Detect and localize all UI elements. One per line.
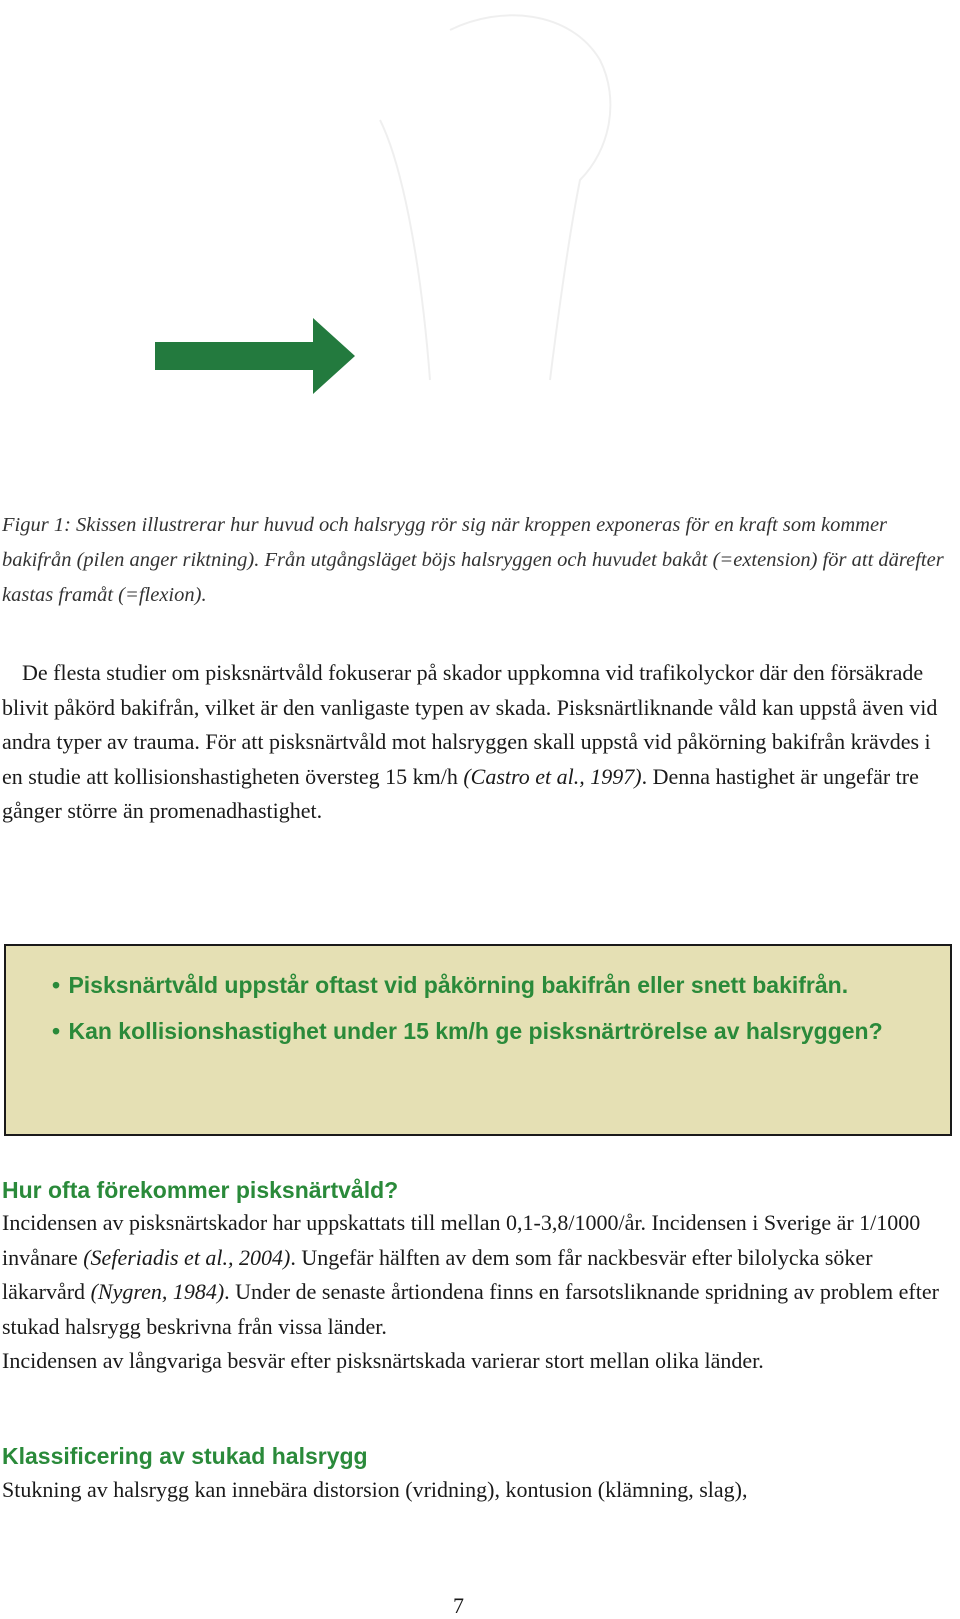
page-number: 7 (453, 1593, 464, 1618)
figure-area (0, 0, 960, 470)
intro-text-2: . Denna hastighet är ungefär tre gånger större än promenadhastighet. (2, 763, 919, 824)
classification-heading: Klassificering av stukad halsrygg (2, 1443, 368, 1469)
incidence-paragraph (2, 1206, 952, 1379)
citation-nygren: (Nygren, 1984) (90, 1279, 225, 1305)
incidence-text-1: Incidensen av pisksnärtskador har uppskattats till mellan 0,1-3,8/1000/år. Incidensen i Sverige är 1/1000 invånare (2, 1210, 921, 1270)
head-neck-sketch (320, 0, 700, 400)
intro-text-1: De flesta studier om pisksnärtvåld fokuserar på skador uppkomna vid trafikolyckor där den försäkrade blivit påkörd bakifrån, vilket är den vanligaste typen av skada. Pisksnärtliknande våld kan uppstå även vid andra typer av trauma. För att pisksnärtvåld mot halsryggen skall uppstå vid påkörning bakifrån krävdes i en studie att kollisionshastigheten översteg 15 km/h (2, 660, 938, 789)
key-point-1-text: Pisksnärtvåld uppstår oftast vid påkörning bakifrån eller snett bakifrån. (68, 972, 849, 998)
incidence-text-3: . Under de senaste årtiondena finns en farsotsliknande spridning av problem efter stukad halsrygg beskrivna från vissa länder. (2, 1279, 939, 1339)
key-point-2 (52, 1014, 890, 1049)
bullet-symbol: • (52, 972, 61, 998)
key-points-list (6, 946, 950, 1048)
key-point-2-text: Kan kollisionshastighet under 15 km/h ge pisksnärtrörelse av halsryggen? (68, 1017, 883, 1044)
bullet-symbol: • (52, 1017, 61, 1044)
figure-caption: Figur 1: Skissen illustrerar hur huvud och halsrygg rör sig när kroppen exponeras för en kraft som kommer bakifrån (pilen anger riktning). Från utgångsläget böjs halsryggen och huvudet bakåt (=extension) för att därefter kastas framåt (=flexion). (2, 514, 944, 606)
incidence-text-2: . Ungefär hälften av dem som får nackbesvär efter bilolycka söker läkarvård (2, 1244, 873, 1305)
key-point-1 (52, 968, 890, 1003)
classification-paragraph: Stukning av halsrygg kan innebära distorsion (vridning), kontusion (klämning, slag), (2, 1477, 748, 1502)
intro-paragraph (2, 656, 952, 829)
key-points-box (4, 944, 952, 1136)
incidence-heading: Hur ofta förekommer pisksnärtvåld? (2, 1177, 399, 1203)
citation-castro: (Castro et al., 1997) (463, 763, 642, 789)
arrow-right-icon (155, 318, 365, 398)
incidence-text-4: Incidensen av långvariga besvär efter pisksnärtskada varierar stort mellan olika länder. (2, 1348, 764, 1374)
citation-seferiadis: (Seferiadis et al., 2004) (83, 1244, 291, 1270)
